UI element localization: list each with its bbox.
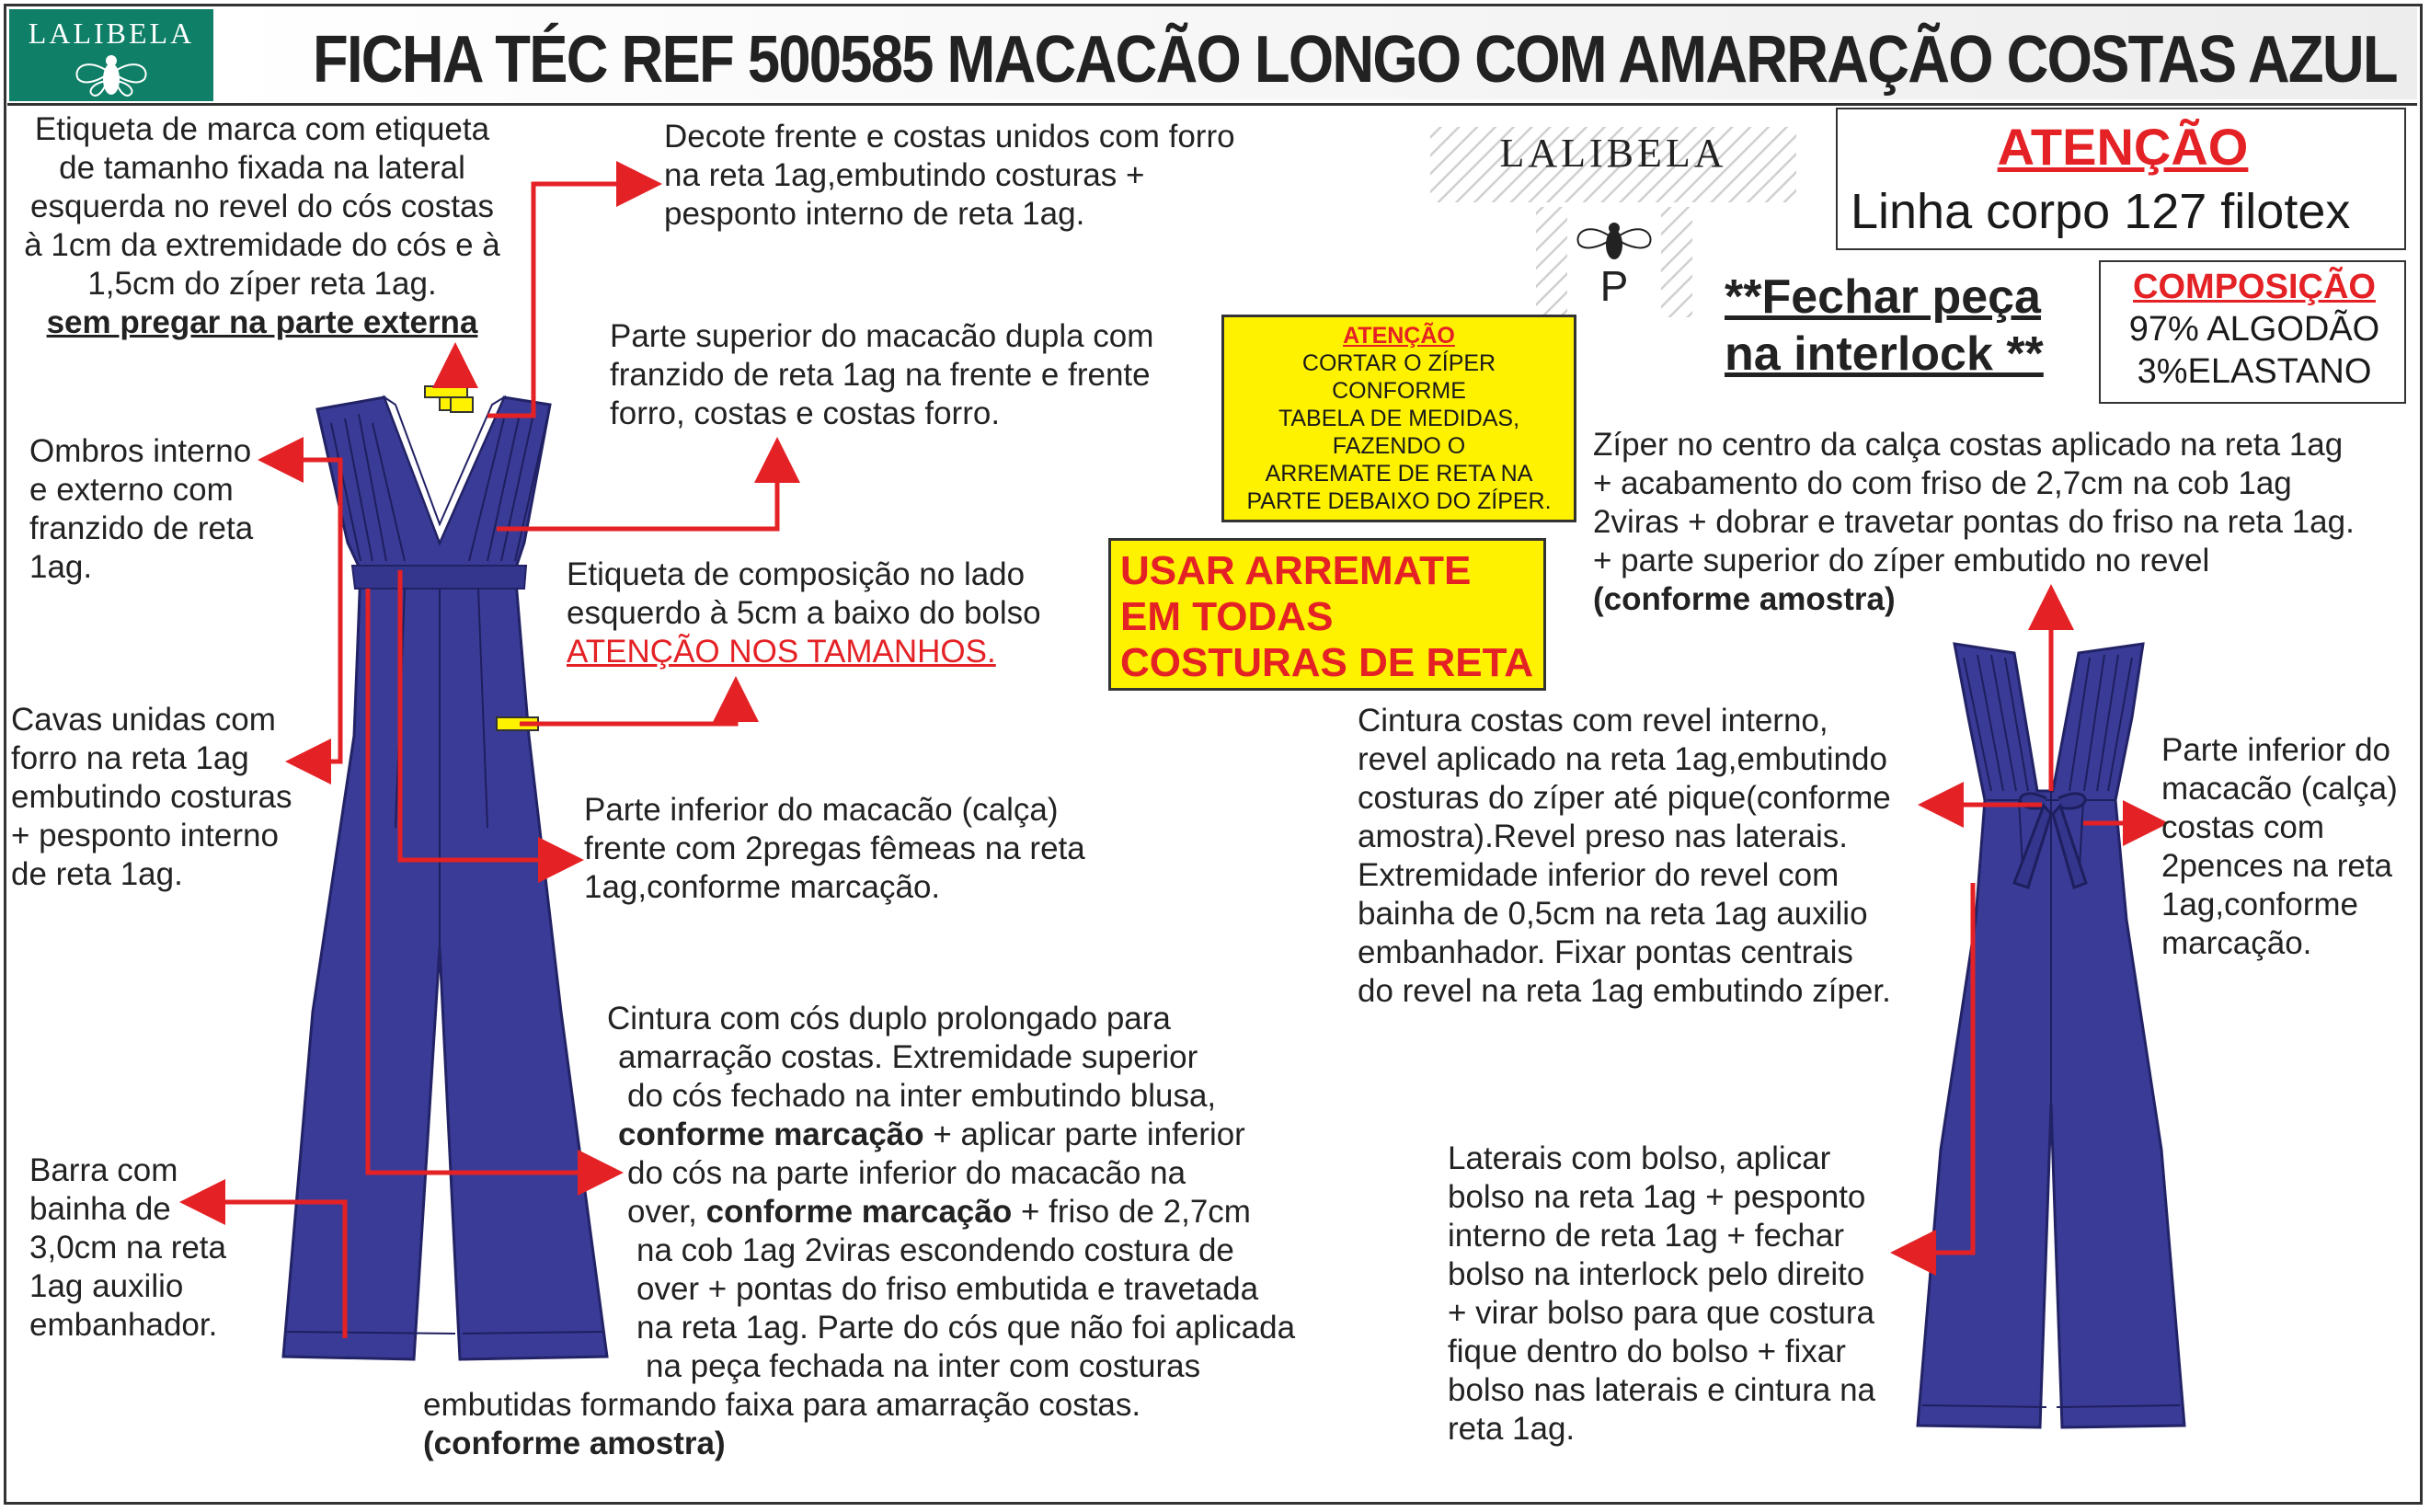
note-lower-back: Parte inferior do macacão (calça) costas com 2pences na reta 1ag,conforme marcação. bbox=[2161, 732, 2398, 961]
note-hem: Barra com bainha de 3,0cm na reta 1ag auxilio embanhador. bbox=[29, 1152, 226, 1343]
composition-title: COMPOSIÇÃO bbox=[2133, 268, 2376, 306]
zipper-warning-box: ATENÇÃO CORTAR O ZÍPER CONFORME TABELA DE MEDIDAS, FAZENDO O ARREMATE DE RETA NA PARTE DEBAIXO DO ZÍPER. bbox=[1221, 315, 1576, 522]
note-neckline: Decote frente e costas unidos com forro na reta 1ag,embutindo costuras + pesponto interno de reta 1ag. bbox=[664, 119, 1235, 232]
attention-text: Linha corpo 127 filotex bbox=[1851, 184, 2351, 239]
attention-box bbox=[1836, 108, 2406, 250]
note-shoulders: Ombros interno e externo com franzido de reta 1ag. bbox=[29, 433, 254, 585]
arremate-box: USAR ARREMATE EM TODAS COSTURAS DE RETA bbox=[1108, 538, 1546, 691]
note-brand-label: Etiqueta de marca com etiqueta de tamanho fixada na lateral esquerda no revel do cós costas à 1cm da extremidade do cós e à 1,5cm do zíper reta 1ag. sem pregar na parte externa bbox=[24, 111, 500, 340]
note-waist-front: Cintura com cós duplo prolongado para amarração costas. Extremidade superior do cós fechado na inter embutindo blusa, conforme marcação + aplicar parte inferior do cós na parte inferior do macacão na over, conforme marcação + friso de 2,7cm na cob 1ag 2viras escondendo costura de over + pontas do friso embutida e travetada na reta 1ag. Parte do cós que não foi aplicada na peça fechada na inter com costuras embutidas formando faixa para amarração costas. (conforme amostra) bbox=[423, 1001, 1296, 1461]
tag-size: P bbox=[1599, 262, 1629, 310]
composition-box bbox=[2099, 260, 2406, 404]
note-composition-label: Etiqueta de composição no lado esquerdo à 5cm a baixo do bolso ATENÇÃO NOS TAMANHOS. bbox=[567, 556, 1041, 670]
page-title: FICHA TÉC REF 500585 MACACÃO LONGO COM AMARRAÇÃO COSTAS AZUL bbox=[313, 23, 2397, 97]
composition-line2: 3%ELASTANO bbox=[2137, 352, 2372, 391]
close-note: **Fechar peça na interlock ** bbox=[1725, 270, 2044, 381]
logo-text: LALIBELA bbox=[28, 17, 195, 50]
note-upper-part: Parte superior do macacão dupla com franzido de reta 1ag na frente e frente forro, costas e costas forro. bbox=[610, 318, 1154, 431]
note-waist-back: Cintura costas com revel interno, revel aplicado na reta 1ag,embutindo costuras do zíper até pique(conforme amostra).Revel preso nas laterais. Extremidade inferior do revel com bainha de 0,5cm na reta 1ag auxilio embanhador. Fixar pontas centrais do revel na reta 1ag embutindo zíper. bbox=[1358, 703, 1891, 1009]
composition-line1: 97% ALGODÃO bbox=[2128, 310, 2380, 349]
attention-title: ATENÇÃO bbox=[1997, 118, 2249, 176]
note-zipper-back: Zíper no centro da calça costas aplicado na reta 1ag + acabamento do com friso de 2,7cm na cob 1ag 2viras + dobrar e travetar pontas do friso na reta 1ag. + parte superior do zíper embutido no revel (conforme amostra) bbox=[1593, 427, 2355, 617]
note-armholes: Cavas unidas com forro na reta 1ag embutindo costuras + pesponto interno de reta 1ag. bbox=[11, 702, 292, 892]
tag-brand: LALIBELA bbox=[1499, 131, 1727, 176]
note-lower-front: Parte inferior do macacão (calça) frente com 2pregas fêmeas na reta 1ag,conforme marcação. bbox=[584, 792, 1085, 905]
note-pockets: Laterais com bolso, aplicar bolso na reta 1ag + pesponto interno de reta 1ag + fechar bolso na interlock pelo direito + virar bolso para que costura fique dentro do bolso + fixar bolso nas laterais e cintura na reta 1ag. bbox=[1448, 1140, 1875, 1447]
